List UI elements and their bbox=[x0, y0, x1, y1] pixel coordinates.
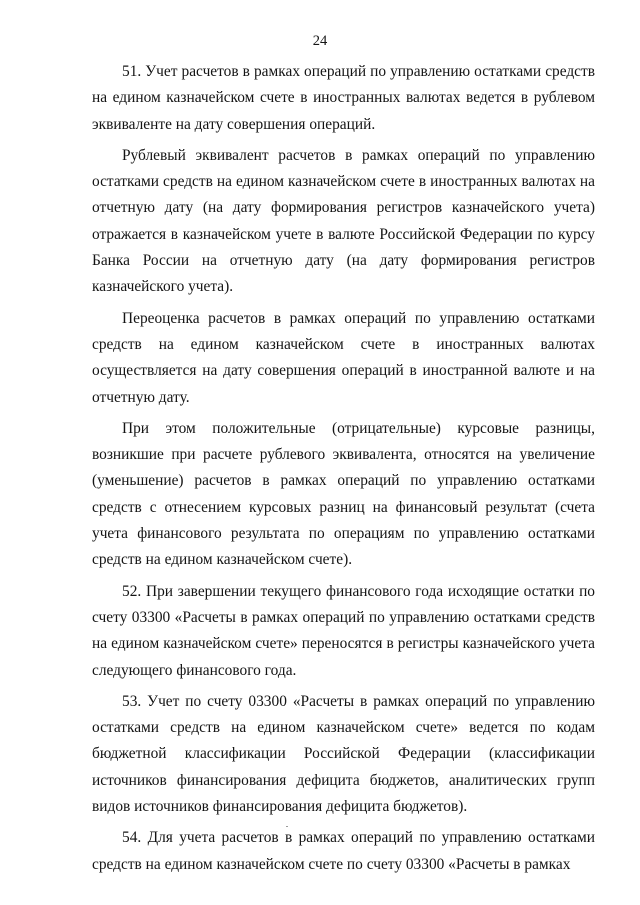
paragraph-exchange-differences: При этом положительные (отрицательные) курсовые разницы, возникшие при расчете рублевого эквивалента, относятся на увеличение (уменьшение) расчетов в рамках операций по управлению остатками средств с отнесением курсовых разниц на финансовый результат (счета учета финансового результата по операциям по управлению остатками средств на едином казначейском счете). bbox=[92, 419, 595, 569]
paragraph-ruble-equivalent: Рублевый эквивалент расчетов в рамках операций по управлению остатками средств на едином казначейском счете в иностранных валютах на отчетную дату (на дату формирования регистров казначейского учета) отражается в казначейском учете в валюте Российской Федерации по курсу Банка России на отчетную дату (на дату формирования регистров казначейского учета). bbox=[92, 146, 595, 296]
paragraph-revaluation: Переоценка расчетов в рамках операций по управлению остатками средств на едином казначейском счете в иностранных валютах осуществляется на дату совершения операций в иностранной валюте и на отчетную дату. bbox=[92, 309, 595, 406]
document-body bbox=[92, 59, 595, 883]
scan-speck bbox=[286, 826, 288, 827]
page-number: 24 bbox=[312, 33, 328, 49]
paragraph-52: 52. При завершении текущего финансового года исходящие остатки по счету 03300 «Расчеты в рамках операций по управлению остатками средств на едином казначейском счете» переносятся в регистры казначейского учета следующего финансового года. bbox=[92, 582, 595, 679]
paragraph-51: 51. Учет расчетов в рамках операций по управлению остатками средств на едином казначейском счете в иностранных валютах ведется в рублевом эквиваленте на дату совершения операций. bbox=[92, 63, 595, 133]
paragraph-53: 53. Учет по счету 03300 «Расчеты в рамках операций по управлению остатками средств на едином казначейском счете» ведется по кодам бюджетной классификации Российской Федерации (классификации источников финансирования дефицита бюджетов, аналитических групп видов источников финансирования дефицита бюджетов). bbox=[92, 692, 595, 816]
paragraph-54: 54. Для учета расчетов в рамках операций по управлению остатками средств на едином казначейском счете по счету 03300 «Расчеты в рамках bbox=[92, 829, 595, 873]
